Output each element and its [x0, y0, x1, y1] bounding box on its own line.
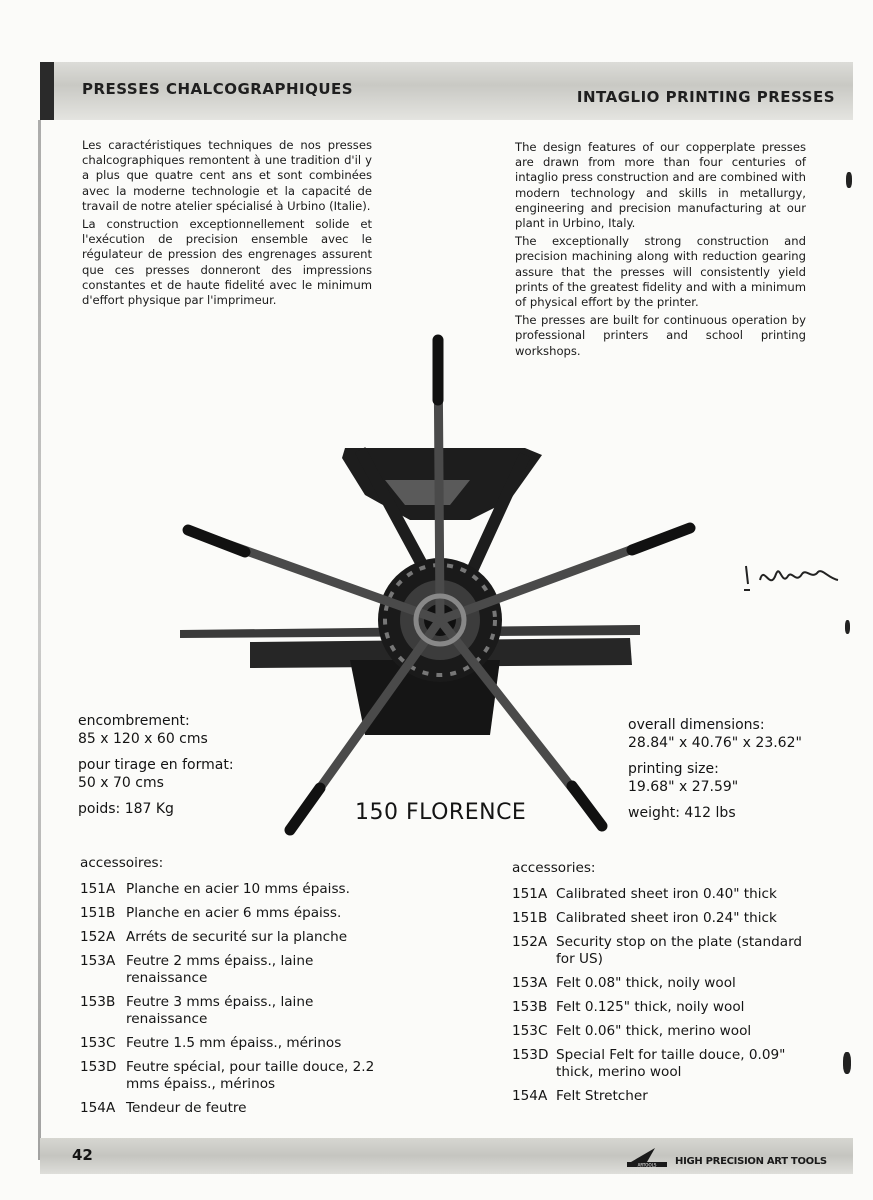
list-item [512, 999, 812, 1016]
item-desc: Calibrated sheet iron 0.40" thick [556, 886, 777, 902]
list-item [80, 1059, 380, 1093]
item-code: 153C [512, 1023, 548, 1039]
item-desc: Feutre 3 mms épaiss., laine renaissance [126, 994, 314, 1027]
list-item [80, 905, 380, 922]
weight-value: weight: 412 lbs [628, 805, 736, 821]
item-desc: Calibrated sheet iron 0.24" thick [556, 910, 777, 926]
item-code: 153D [512, 1047, 549, 1063]
item-desc: Feutre spécial, pour taille douce, 2.2 mms épaiss., mérinos [126, 1059, 375, 1092]
intro-en-paragraph: The presses are built for continuous operation by professional printers and school printing workshops. [515, 313, 806, 358]
accessories-title: accessories: [512, 860, 596, 876]
model-name: 150 FLORENCE [355, 800, 527, 825]
list-item [512, 910, 812, 927]
intro-en-paragraph: The exceptionally strong construction and precision machining along with reduction gearing assure that the presses will consistently yield prints of the greatest fidelity and with a minimum of physical effort by the printer. [515, 234, 806, 310]
list-item [80, 953, 380, 987]
item-desc: Planche en acier 6 mms épaiss. [126, 905, 342, 921]
item-desc: Felt 0.06" thick, merino wool [556, 1023, 752, 1039]
item-code: 153D [80, 1059, 117, 1075]
item-code: 154A [512, 1088, 548, 1104]
artools-logo [625, 1146, 669, 1168]
intro-text-fr [82, 138, 372, 311]
accessories-en [512, 860, 812, 1112]
footer-brand: HIGH PRECISION ART TOOLS [675, 1156, 827, 1167]
list-item [512, 1047, 812, 1081]
intro-fr-paragraph: Les caractéristiques techniques de nos presses chalcographiques remontent à une tradition d'il y a plus que quatre cent ans et sont combinées avec la moderne technologie et la capacité de travail de notre atelier spécialisé à Urbino (Italie). [82, 138, 372, 213]
format-label: pour tirage en format: [78, 757, 234, 773]
item-desc: Arréts de securité sur la planche [126, 929, 348, 945]
size-label: overall dimensions: [628, 717, 765, 733]
item-code: 153B [80, 994, 116, 1010]
item-desc: Felt 0.125" thick, noily wool [556, 999, 745, 1015]
item-code: 154A [80, 1100, 116, 1116]
handwritten-signature [742, 560, 842, 600]
weight-value: poids: 187 Kg [78, 801, 174, 817]
list-item [80, 881, 380, 898]
list-item [80, 994, 380, 1028]
item-code: 151A [512, 886, 548, 902]
page-number: 42 [72, 1146, 93, 1164]
intro-fr-paragraph: La construction exceptionnellement solide et l'exécution de precision ensemble avec le régulateur de pression des engrenages assurent que ces presses donneront des impressions constantes et de haute fidelité avec le minimum d'effort physique par l'imprimeur. [82, 217, 372, 308]
list-item [80, 1035, 380, 1052]
item-desc: Planche en acier 10 mms épaiss. [126, 881, 350, 897]
list-item [512, 975, 812, 992]
size-value: 28.84" x 40.76" x 23.62" [628, 735, 802, 751]
header-title-fr: PRESSES CHALCOGRAPHIQUES [82, 80, 354, 98]
item-code: 151B [80, 905, 116, 921]
list-item [512, 1088, 812, 1105]
item-desc: Feutre 1.5 mm épaiss., mérinos [126, 1035, 342, 1051]
specs-fr [78, 712, 298, 818]
item-code: 153C [80, 1035, 116, 1051]
page-edge-shadow [38, 120, 41, 1160]
item-code: 153A [512, 975, 548, 991]
format-label: printing size: [628, 761, 719, 777]
format-value: 19.68" x 27.59" [628, 779, 739, 795]
punch-mark [843, 1052, 851, 1074]
accessories-fr [80, 855, 380, 1124]
punch-mark [845, 620, 850, 634]
list-item [80, 1100, 380, 1117]
item-code: 151A [80, 881, 116, 897]
item-desc: Felt Stretcher [556, 1088, 648, 1104]
item-desc: Security stop on the plate (standard for US) [556, 934, 803, 967]
item-code: 151B [512, 910, 548, 926]
size-value: 85 x 120 x 60 cms [78, 731, 208, 747]
accessories-title: accessoires: [80, 855, 164, 871]
item-desc: Felt 0.08" thick, noily wool [556, 975, 736, 991]
punch-mark [846, 172, 852, 188]
item-desc: Feutre 2 mms épaiss., laine renaissance [126, 953, 314, 986]
logo-text: ARTOOLS [637, 1162, 657, 1168]
list-item [512, 934, 812, 968]
intro-text-en [515, 140, 806, 362]
size-label: encombrement: [78, 713, 190, 729]
specs-en [628, 716, 838, 822]
list-item [512, 1023, 812, 1040]
item-code: 153A [80, 953, 116, 969]
item-code: 152A [80, 929, 116, 945]
item-desc: Tendeur de feutre [126, 1100, 247, 1116]
item-code: 152A [512, 934, 548, 950]
item-code: 153B [512, 999, 548, 1015]
format-value: 50 x 70 cms [78, 775, 164, 791]
list-item [80, 929, 380, 946]
header-title-en: INTAGLIO PRINTING PRESSES [576, 88, 835, 106]
item-desc: Special Felt for taille douce, 0.09" thick, merino wool [556, 1047, 786, 1080]
intro-en-paragraph: The design features of our copperplate presses are drawn from more than four centuries of intaglio press construction and are combined with modern technology and skills in metallurgy, engineering and precision manufacturing at our plant in Urbino, Italy. [515, 140, 806, 231]
list-item [512, 886, 812, 903]
